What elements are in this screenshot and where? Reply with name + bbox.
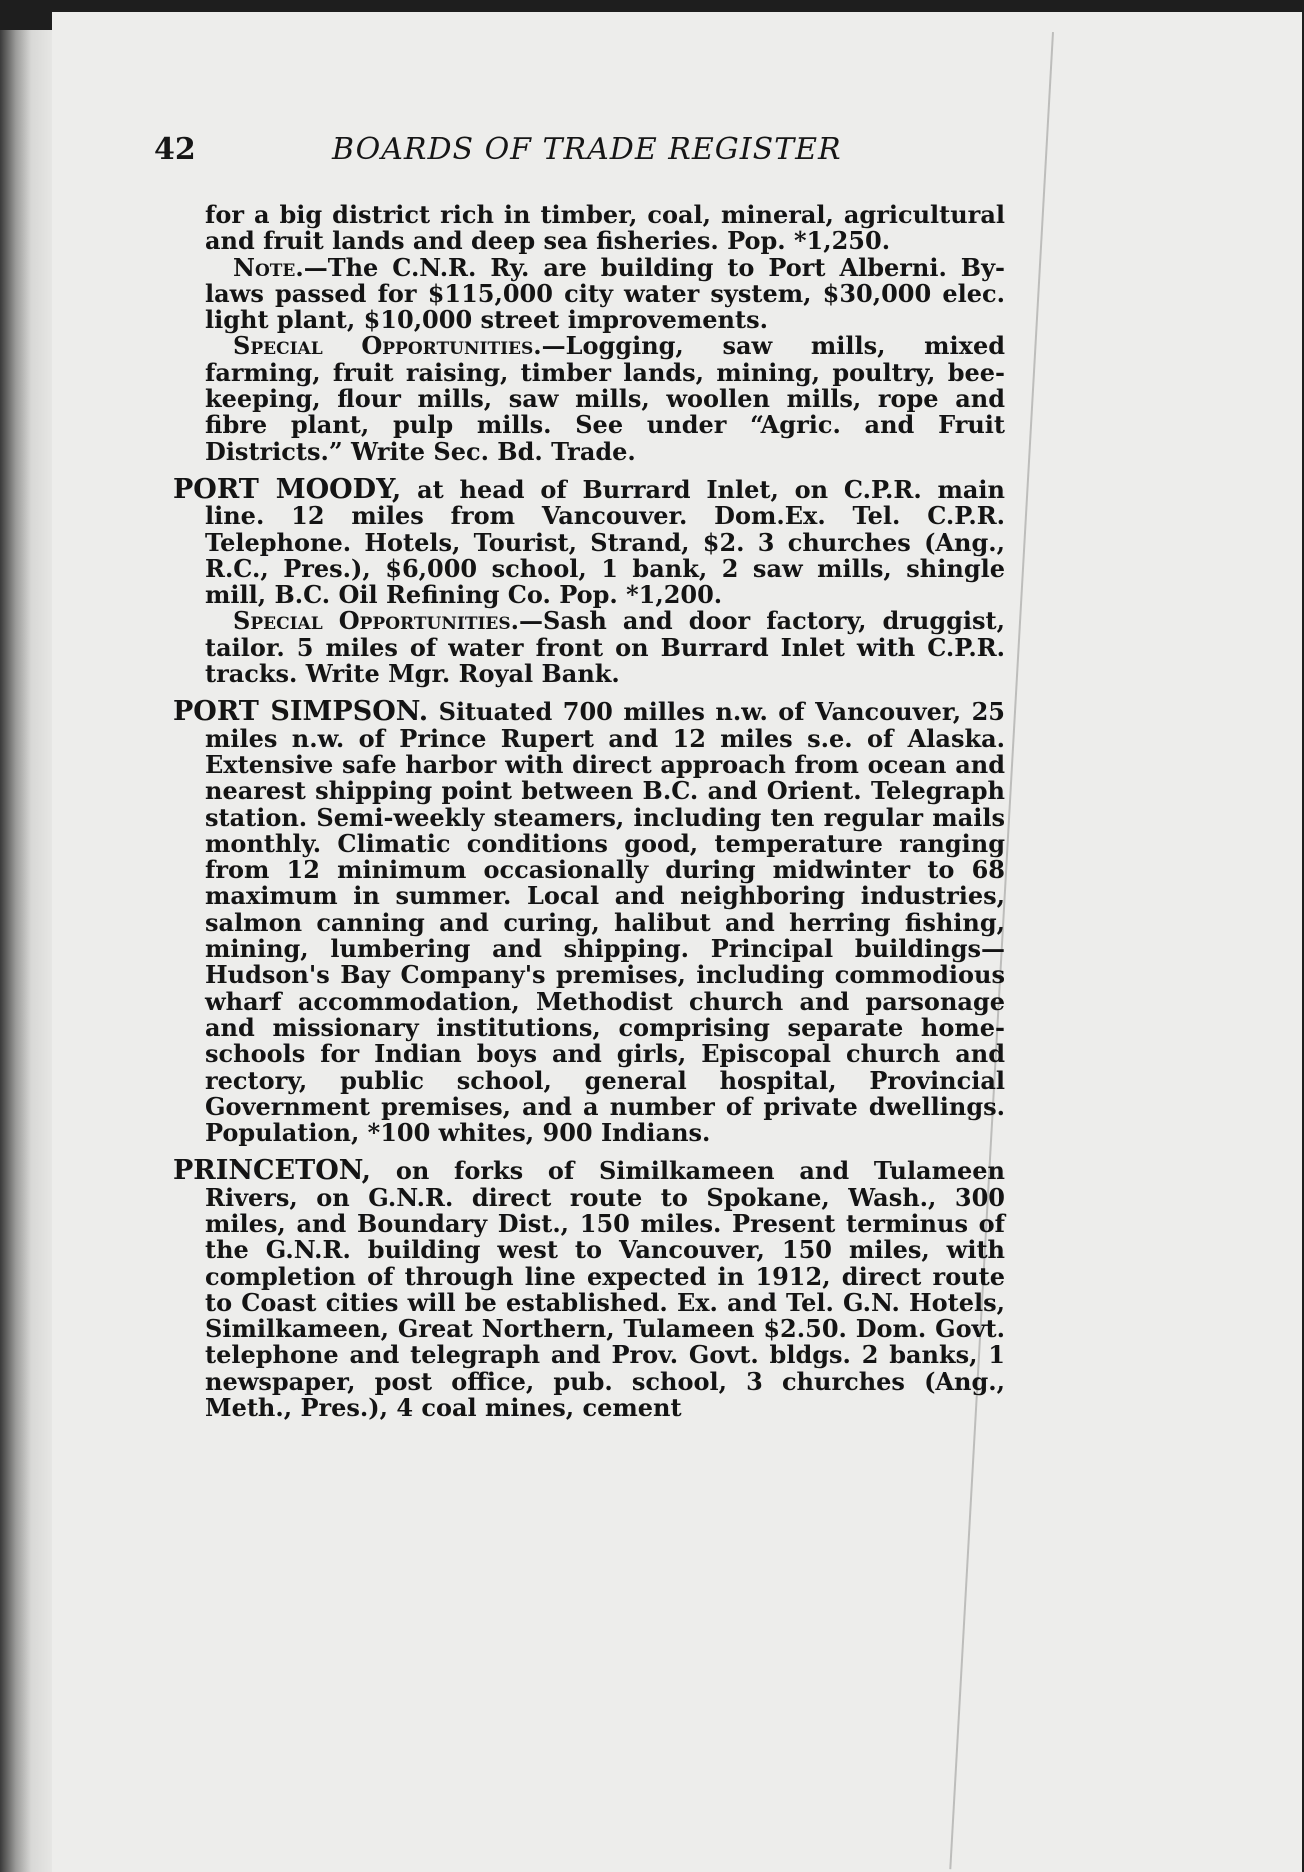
entry-note-text: —Sash and door factory, druggist, tailor. 5 miles of water front on Burrard Inlet with C.P.R. tracks. Write Mgr. Royal Bank. [205,606,1005,689]
entry-name: PORT SIMPSON. [173,696,429,728]
paragraph-note [205,252,1005,335]
paragraph-continuation [205,202,1005,255]
page-number: 42 [154,132,196,167]
entry-port-moody-opportunities [205,608,1005,687]
paragraph-opportunities [205,333,1005,464]
paragraph-text: —Logging, saw mills, mixed farming, fruit raising, timber lands, mining, poultry, bee-keeping, flour mills, saw mills, woollen mills, rope and fibre plant, pulp mills. See under “Agric. and Fruit Districts.” Write Sec. Bd. Trade. [205,331,1005,466]
entry-note-lead: Special Opportunities. [233,606,520,636]
paragraph-lead: Note. [233,252,304,282]
entry-princeton [173,1155,1005,1423]
book-binding [0,30,52,1872]
entry-text: on forks of Similkameen and Tulameen Rivers, on G.N.R. direct route to Spokane, Wash., 300 miles, and Boundary Dist., 150 miles. Present terminus of the G.N.R. building west to Vancouver, 150 miles, with completion of through line expected in 1912, direct route to Coast cities will be established. Ex. and Tel. G.N. Hotels, Similkameen, Great Northern, Tulameen $2.50. Dom. Govt. telephone and telegraph and Prov. Govt. bldgs. 2 banks, 1 newspaper, post office, pub. school, 3 churches (Ang., Meth., Pres.), 4 coal mines, cement [205,1156,1005,1423]
entry-name: PRINCETON, [173,1155,372,1187]
page-header [154,132,1004,182]
entry-name: PORT MOODY, [173,473,402,505]
page-body [173,200,1005,1423]
paragraph-text: for a big district rich in timber, coal, mineral, agricultural and fruit lands and deep sea fisheries. Pop. *1,250. [205,200,1005,256]
running-title: BOARDS OF TRADE REGISTER [332,132,842,167]
entry-text: at head of Burrard Inlet, on C.P.R. main line. 12 miles from Vancouver. Dom.Ex. Tel. C.P.R. Telephone. Hotels, Tourist, Strand, $2. 3 churches (Ang., R.C., Pres.), $6,000 school, 1 bank, 2 saw mills, shingle mill, B.C. Oil Refining Co. Pop. *1,200. [205,474,1005,610]
paragraph-text: —The C.N.R. Ry. are building to Port Alberni. By-laws passed for $115,000 city water system, $30,000 elec. light plant, $10,000 street improvements. [205,252,1005,335]
entry-port-simpson [173,696,1005,1148]
entry-text: Situated 700 milles n.w. of Vancouver, 25 miles n.w. of Prince Rupert and 12 miles s.e. of Alaska. Extensive safe harbor with direct approach from ocean and nearest shipping point between B.C. and Orient. Telegraph station. Semi-weekly steamers, including ten regular mails monthly. Climatic conditions good, temperature ranging from 12 minimum occasionally during midwinter to 68 maximum in summer. Local and neighboring industries, salmon canning and curing, halibut and herring fishing, mining, lumbering and shipping. Principal buildings—Hudson's Bay Company's premises, including commodious wharf accommodation, Methodist church and parsonage and missionary institutions, comprising separate home-schools for Indian boys and girls, Episcopal church and rectory, public school, general hospital, Provincial Government premises, and a number of private dwellings. Population, *100 whites, 900 Indians. [205,697,1005,1148]
entry-port-moody [173,473,1005,610]
paragraph-lead: Special Opportunities. [233,331,542,361]
